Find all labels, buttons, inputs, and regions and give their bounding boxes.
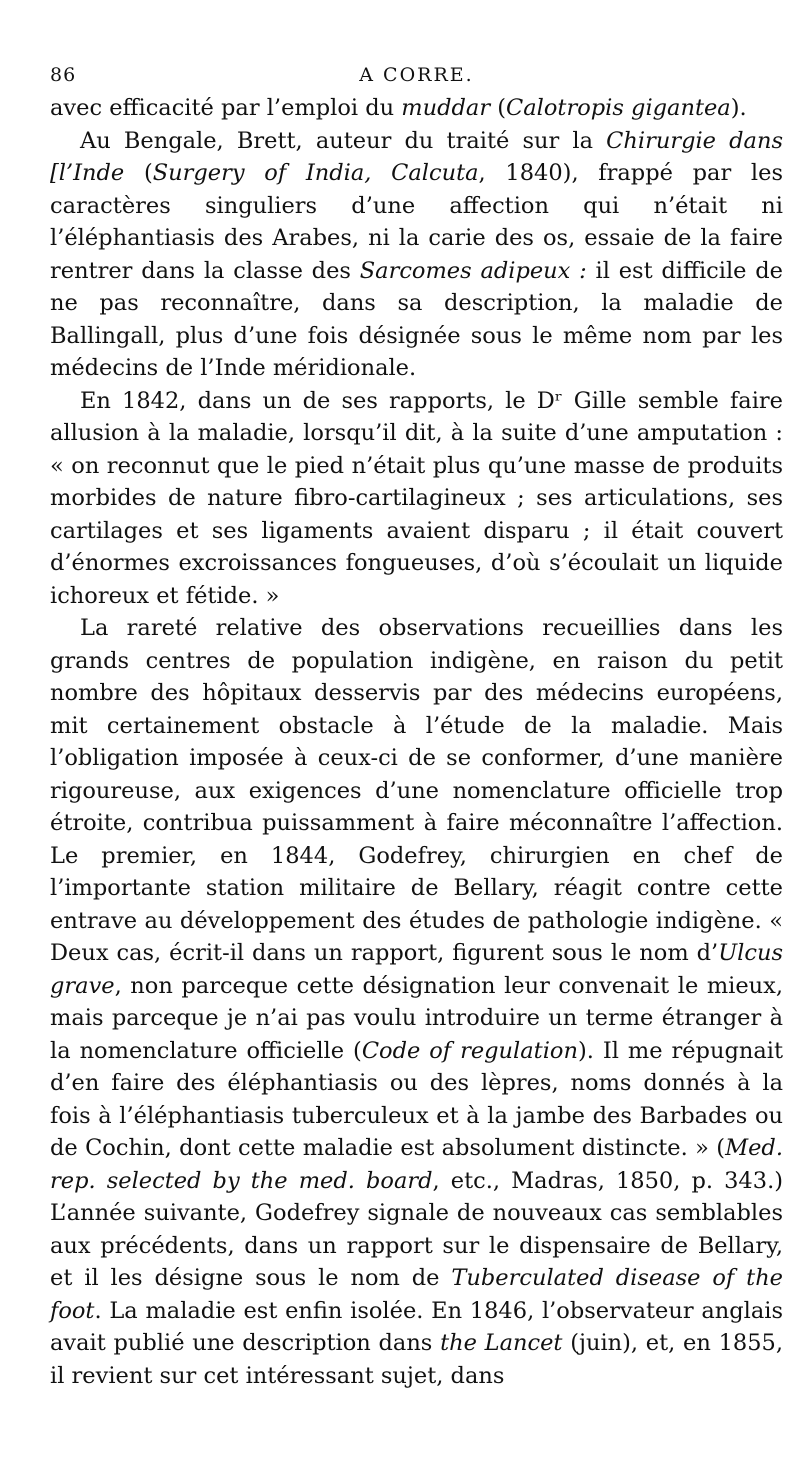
paragraph-4	[50, 612, 783, 1392]
page-number: 86	[50, 64, 77, 86]
paragraph-1	[50, 92, 783, 125]
running-header	[50, 60, 783, 92]
paragraph-4-text: , etc., Madras, 1850, p. 343.) L’année suivante, Godefrey signale de nouveaux cas semblables aux précédents, dans un rapport sur le dispensaire de Bellary, et il les désigne sous le nom de	[50, 1167, 783, 1291]
paragraph-4-text: La rareté relative des observations recueillies dans les grands centres de population indigène, en raison du petit nombre des hôpitaux desservis par des médecins européens, mit certainement obstacle à l’étude de la maladie. Mais l’obligation imposée à ceux-ci de se conformer, d’une manière rigoureuse, aux exigences d’une nomenclature officielle trop étroite, contribua puissamment à faire méconnaître l’affection. Le premier, en 1844, Godefrey, chirurgien en chef de l’importante station militaire de Bellary, réagit contre cette entrave au développement des études de pathologie indigène. « Deux cas, écrit-il dans un rapport, figurent sous le nom d’	[50, 615, 783, 966]
paragraph-4-text: . La maladie est enfin isolée. En 1846, l’observateur anglais avait publié une description dans	[50, 1297, 783, 1356]
paragraph-2-text: il est difficile de ne pas reconnaître, dans sa description, la maladie de Ballingall, plus d’une fois désignée sous le même nom par les médecins de l’Inde méridionale.	[50, 257, 783, 381]
paragraph-2-sarcomes: Sarcomes adipeux :	[359, 257, 587, 284]
running-title: A CORRE.	[359, 64, 474, 86]
paragraph-4-text: , non parceque cette désignation leur convenait le mieux, mais parceque je n’ai pas voulu introduire un terme étranger à la nomenclature officielle (	[50, 972, 783, 1064]
paragraph-2-title: Chirurgie dans [l’Inde	[50, 127, 783, 186]
paragraph-4-text: ). Il me répugnait d’en faire des éléphantiasis ou des lèpres, noms donnés à la fois à l’éléphantiasis tuberculeux et à la jambe des Barbades ou de Cochin, dont cette maladie est absolument distincte. » (	[50, 1037, 783, 1161]
paragraph-1-text: (	[490, 95, 507, 121]
paragraph-4-ulcus-grave: Ulcus grave	[50, 940, 783, 999]
paragraph-4-code: Code of regulation	[361, 1037, 578, 1064]
paragraph-4-journal: the Lancet	[440, 1330, 563, 1356]
paragraph-3	[50, 385, 783, 613]
paragraph-2-text: , 1840), frappé par les caractères singuliers d’une affection qui n’était ni l’éléphantiasis des Arabes, ni la carie des os, essaie de la faire rentrer dans la classe des	[50, 160, 783, 284]
paragraph-2-english-title: Surgery of India, Calcuta	[152, 160, 479, 186]
paragraph-4-citation: Med. rep. selected by the med. board	[50, 1135, 783, 1194]
paragraph-3-text: En 1842, dans un de ses rapports, le Dʳ Gille semble faire allusion à la maladie, lorsqu’il dit, à la suite d’une amputation : « on reconnut que le pied n’était plus qu’une masse de produits morbides de nature fibro-cartilagineux ; ses articulations, ses cartilages et ses ligaments avaient disparu ; il était couvert d’énormes excroissances fongueuses, d’où s’écoulait un liquide ichoreux et fétide. »	[50, 387, 783, 609]
paragraph-4-disease-name: Tuberculated disease of the foot	[50, 1265, 783, 1324]
body-text	[50, 92, 783, 1392]
paragraph-2-text: (	[124, 160, 153, 186]
paragraph-2	[50, 125, 783, 385]
paragraph-4-text: (juin), et, en 1855, il revient sur cet intéressant sujet, dans	[50, 1330, 783, 1389]
paragraph-1-text: ).	[730, 95, 747, 121]
book-page	[50, 60, 783, 1392]
paragraph-2-text: Au Bengale, Brett, auteur du traité sur la	[80, 127, 607, 154]
paragraph-1-muddar: muddar	[401, 95, 491, 121]
paragraph-1-latin-name: Calotropis gigantea	[506, 95, 731, 121]
paragraph-1-text: avec efficacité par l’emploi du	[50, 95, 402, 121]
